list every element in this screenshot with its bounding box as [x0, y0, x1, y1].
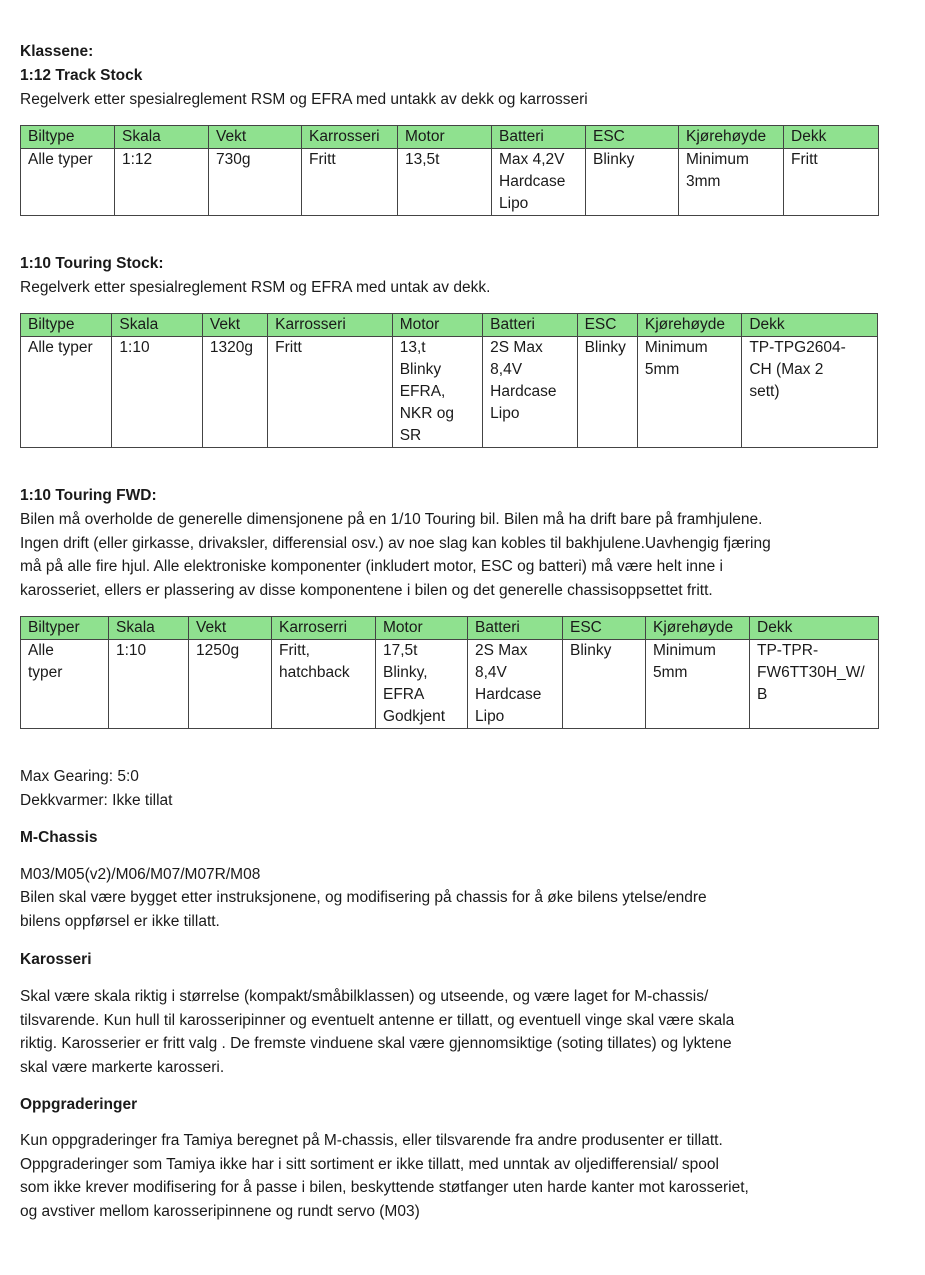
- section-title-touring-stock: 1:10 Touring Stock:: [20, 255, 164, 272]
- heading-m-chassis: M-Chassis: [20, 829, 98, 846]
- col-header: Motor: [376, 617, 468, 640]
- col-header: Biltype: [21, 314, 112, 337]
- col-header: Biltyper: [21, 617, 109, 640]
- col-header: Vekt: [209, 126, 302, 149]
- table-cell: 1250g: [189, 640, 272, 729]
- table-row: [21, 337, 878, 448]
- col-header: Dekk: [784, 126, 879, 149]
- max-gearing: Max Gearing: 5:0: [20, 768, 139, 785]
- table-cell: Fritt, hatchback: [272, 640, 376, 729]
- col-header: Dekk: [750, 617, 879, 640]
- table-cell: TP-TPG2604- CH (Max 2 sett): [742, 337, 878, 448]
- table-cell: Alle typer: [21, 149, 115, 216]
- paragraph-line: Bilen må overholde de generelle dimensjonene på en 1/10 Touring bil. Bilen må ha drift bare på framhjulene.: [20, 511, 763, 528]
- section-desc-touring-stock: Regelverk etter spesialreglement RSM og EFRA med untak av dekk.: [20, 279, 491, 296]
- table-cell: Blinky: [577, 337, 637, 448]
- table-cell: Minimum 3mm: [679, 149, 784, 216]
- paragraph-line: bilens oppførsel er ikke tillatt.: [20, 912, 220, 930]
- col-header: Batteri: [468, 617, 563, 640]
- table-row: [21, 149, 879, 216]
- paragraph-line: karosseriet, ellers er plassering av disse komponentene i bilen og det generelle chassisoppsettet fritt.: [20, 581, 713, 599]
- col-header: Batteri: [492, 126, 586, 149]
- table-cell: 1:10: [112, 337, 202, 448]
- col-header: ESC: [577, 314, 637, 337]
- col-header: ESC: [586, 126, 679, 149]
- m-chassis-text: [20, 886, 707, 933]
- col-header: Vekt: [202, 314, 267, 337]
- table-cell: 13,5t: [398, 149, 492, 216]
- paragraph-line: og avstiver mellom karosseripinnene og rundt servo (M03): [20, 1202, 420, 1220]
- spec-table-touring-stock: [20, 313, 878, 448]
- table-cell: 1:10: [109, 640, 189, 729]
- table-cell: Minimum 5mm: [637, 337, 741, 448]
- table-header-row: [21, 126, 879, 149]
- section-desc-touring-fwd: [20, 508, 771, 602]
- table-cell: 2S Max 8,4V Hardcase Lipo: [483, 337, 577, 448]
- col-header: Vekt: [189, 617, 272, 640]
- table-cell: Blinky: [563, 640, 646, 729]
- spec-table-touring-fwd: [20, 616, 879, 729]
- m-chassis-models: M03/M05(v2)/M06/M07/M07R/M08: [20, 866, 261, 883]
- paragraph-line: som ikke krever modifisering for å passe i bilen, beskyttende støtfanger uten harde kanter mot karosseriet,: [20, 1179, 749, 1196]
- table-cell: 17,5t Blinky, EFRA Godkjent: [376, 640, 468, 729]
- heading-karosseri: Karosseri: [20, 951, 92, 968]
- table-cell: Alle typer: [21, 640, 109, 729]
- table-header-row: [21, 617, 879, 640]
- table-cell: TP-TPR- FW6TT30H_W/ B: [750, 640, 879, 729]
- col-header: Skala: [115, 126, 209, 149]
- table-cell: 13,t Blinky EFRA, NKR og SR: [392, 337, 482, 448]
- paragraph-line: riktig. Karosserier er fritt valg . De fremste vinduene skal være gjennomsiktige (soting tillates) og lyktene: [20, 1035, 732, 1052]
- table-row: [21, 640, 879, 729]
- paragraph-line: må på alle fire hjul. Alle elektroniske komponenter (inkludert motor, ESC og batteri) må være helt inne i: [20, 558, 724, 575]
- table-cell: 2S Max 8,4V Hardcase Lipo: [468, 640, 563, 729]
- paragraph-line: Bilen skal være bygget etter instruksjonene, og modifisering på chassis for å øke bilens ytelse/endre: [20, 889, 707, 906]
- col-header: Biltype: [21, 126, 115, 149]
- table-header-row: [21, 314, 878, 337]
- col-header: Kjørehøyde: [646, 617, 750, 640]
- col-header: Skala: [112, 314, 202, 337]
- col-header: ESC: [563, 617, 646, 640]
- oppgraderinger-text: [20, 1129, 749, 1223]
- table-cell: 1320g: [202, 337, 267, 448]
- karosseri-text: [20, 985, 734, 1079]
- col-header: Karrosseri: [302, 126, 398, 149]
- paragraph-line: Oppgraderinger som Tamiya ikke har i sitt sortiment er ikke tillatt, med unntak av oljedifferensial/ spool: [20, 1155, 719, 1173]
- table-cell: Fritt: [302, 149, 398, 216]
- paragraph-line: Skal være skala riktig i størrelse (kompakt/småbilklassen) og utseende, og være laget for M-chassis/: [20, 988, 709, 1005]
- paragraph-line: skal være markerte karosseri.: [20, 1058, 225, 1076]
- table-cell: 730g: [209, 149, 302, 216]
- paragraph-line: Kun oppgraderinger fra Tamiya beregnet på M-chassis, eller tilsvarende fra andre produsenter er tillatt.: [20, 1132, 723, 1149]
- table-cell: Minimum 5mm: [646, 640, 750, 729]
- col-header: Kjørehøyde: [679, 126, 784, 149]
- paragraph-line: Ingen drift (eller girkasse, drivaksler, differensial osv.) av noe slag kan kobles til bakhjulene.Uavhengig fjæring: [20, 534, 771, 552]
- table-cell: 1:12: [115, 149, 209, 216]
- heading-oppgraderinger: Oppgraderinger: [20, 1096, 138, 1113]
- section-title-track-stock: 1:12 Track Stock: [20, 67, 143, 84]
- col-header: Dekk: [742, 314, 878, 337]
- table-cell: Alle typer: [21, 337, 112, 448]
- table-cell: Max 4,2V Hardcase Lipo: [492, 149, 586, 216]
- col-header: Skala: [109, 617, 189, 640]
- section-title-touring-fwd: 1:10 Touring FWD:: [20, 487, 157, 504]
- col-header: Karroserri: [272, 617, 376, 640]
- table-cell: Fritt: [784, 149, 879, 216]
- section-desc-track-stock: Regelverk etter spesialreglement RSM og EFRA med untakk av dekk og karrosseri: [20, 91, 588, 108]
- col-header: Motor: [398, 126, 492, 149]
- col-header: Batteri: [483, 314, 577, 337]
- table-cell: Fritt: [268, 337, 393, 448]
- table-cell: Blinky: [586, 149, 679, 216]
- dekkvarmer: Dekkvarmer: Ikke tillat: [20, 792, 173, 809]
- col-header: Karrosseri: [268, 314, 393, 337]
- col-header: Motor: [392, 314, 482, 337]
- col-header: Kjørehøyde: [637, 314, 741, 337]
- paragraph-line: tilsvarende. Kun hull til karosseripinner og eventuelt antenne er tillatt, og eventuell vinge skal være skala: [20, 1011, 735, 1029]
- spec-table-track-stock: [20, 125, 879, 216]
- classes-heading: Klassene:: [20, 43, 94, 60]
